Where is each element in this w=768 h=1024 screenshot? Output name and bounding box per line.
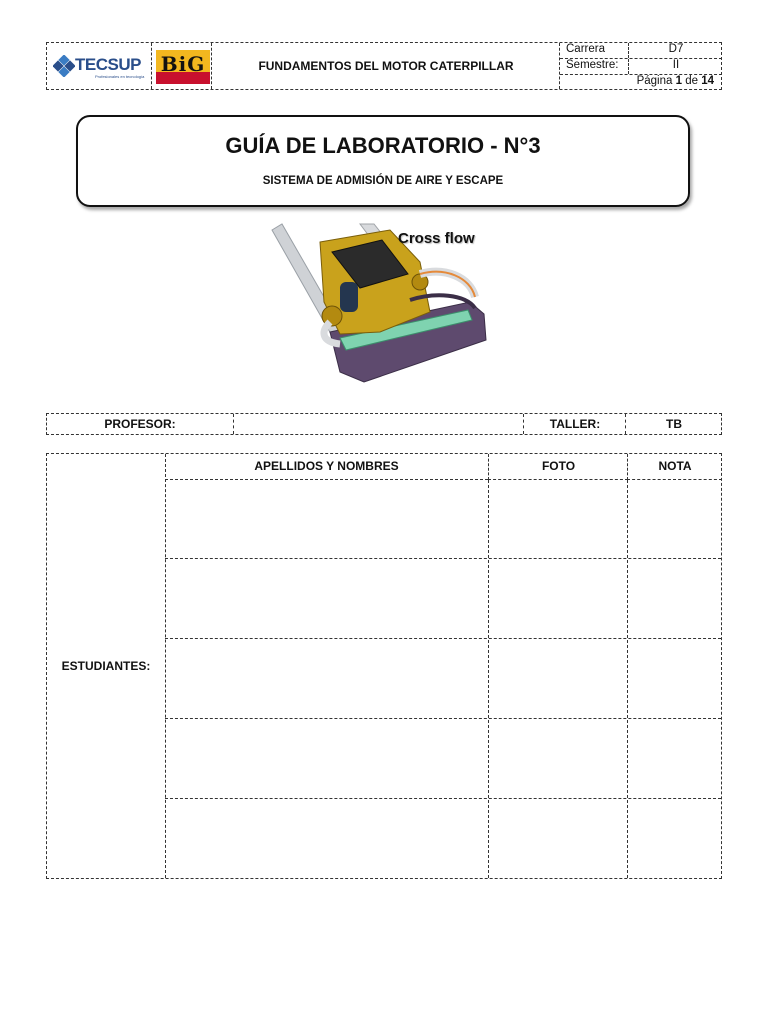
page-subtitle: SISTEMA DE ADMISIÓN DE AIRE Y ESCAPE	[262, 175, 504, 187]
carrera-value: D7	[628, 43, 723, 58]
page-title: GUÍA DE LABORATORIO - N°3	[225, 133, 541, 158]
students-table	[46, 453, 722, 879]
page-number: Página 1 de 14	[636, 75, 714, 87]
student-photo-cell[interactable]	[488, 480, 627, 559]
column-header-photo: FOTO	[488, 454, 628, 480]
semestre-row	[560, 59, 722, 75]
student-grade-cell[interactable]	[627, 480, 721, 559]
tecsup-logo-cell	[47, 43, 152, 89]
student-name-cell[interactable]	[165, 559, 488, 638]
page-number-row	[560, 74, 722, 89]
student-grade-cell[interactable]	[627, 799, 721, 878]
figure-label: Cross flow	[398, 230, 475, 247]
student-grade-cell[interactable]	[627, 639, 721, 718]
tecsup-logo-subtext: Profesionales en tecnología	[95, 74, 145, 79]
tecsup-logo	[53, 55, 145, 79]
tecsup-logo-text: TECSUP	[75, 55, 141, 74]
engine-illustration	[270, 222, 492, 386]
document-meta	[559, 43, 722, 89]
student-name-cell[interactable]	[165, 719, 488, 798]
big-logo-cell	[151, 43, 211, 89]
column-header-names: APELLIDOS Y NOMBRES	[165, 454, 488, 480]
taller-value: TB	[625, 414, 722, 434]
profesor-label: PROFESOR:	[104, 417, 176, 431]
students-label: ESTUDIANTES:	[47, 454, 166, 878]
student-name-cell[interactable]	[165, 639, 488, 718]
profesor-value	[233, 414, 524, 434]
student-photo-cell[interactable]	[488, 799, 627, 878]
title-box	[76, 115, 690, 207]
profesor-table	[46, 413, 722, 435]
semestre-label: Semestre:	[566, 59, 619, 71]
student-grade-cell[interactable]	[627, 559, 721, 638]
course-title: FUNDAMENTOS DEL MOTOR CATERPILLAR	[211, 43, 560, 89]
student-name-cell[interactable]	[165, 480, 488, 559]
student-photo-cell[interactable]	[488, 559, 627, 638]
student-photo-cell[interactable]	[488, 719, 627, 798]
taller-label: TALLER:	[523, 414, 626, 434]
student-name-cell[interactable]	[165, 799, 488, 878]
carrera-row	[560, 43, 722, 59]
student-grade-cell[interactable]	[627, 719, 721, 798]
semestre-value: II	[628, 59, 723, 74]
big-logo-text: BiG	[160, 52, 206, 76]
document-header	[46, 42, 722, 90]
student-photo-cell[interactable]	[488, 639, 627, 718]
column-header-grade: NOTA	[627, 454, 722, 480]
tecsup-emblem-icon	[53, 55, 75, 77]
carrera-label: Carrera	[566, 43, 605, 55]
big-logo	[156, 50, 210, 84]
